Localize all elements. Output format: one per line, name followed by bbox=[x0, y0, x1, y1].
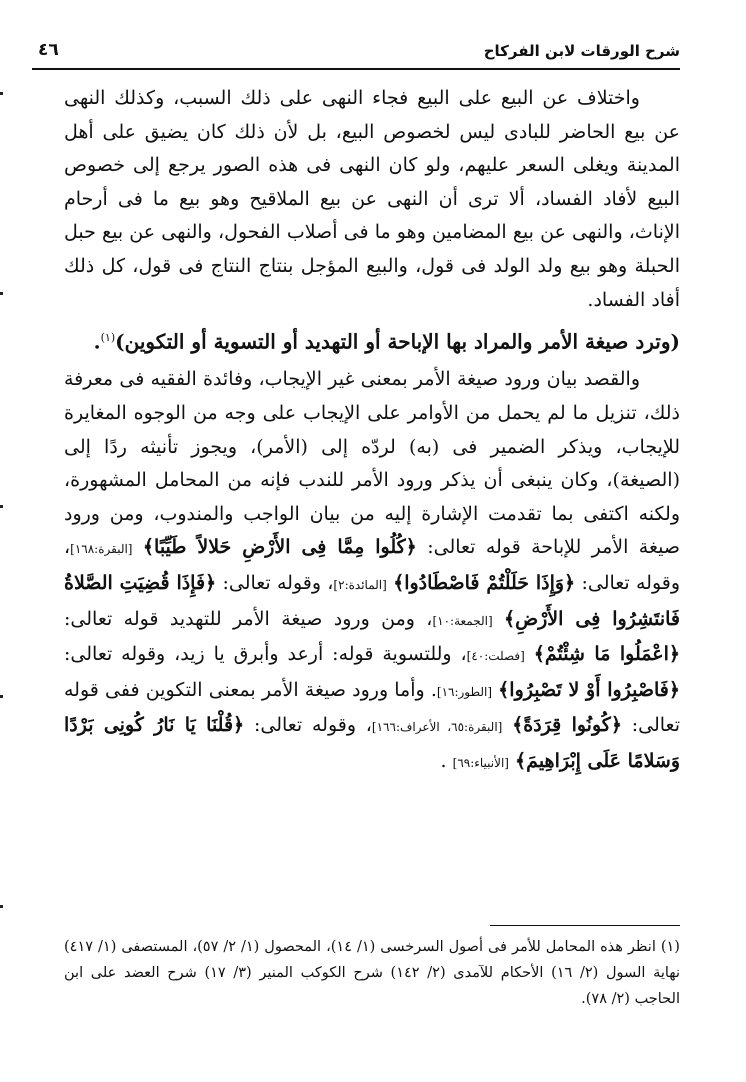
paragraph-2-connector-3: ، ومن ورود صيغة الأمر للتهديد قوله تعالى: bbox=[64, 607, 433, 630]
margin-mark bbox=[0, 292, 3, 295]
heading-end: . bbox=[93, 329, 101, 354]
quran-verse-7: ﴿قُلْنَا يَا نَارُ كُونِى بَرْدًا وَسَلامًا عَلَى إِبْرَاهِيمَ﴾ bbox=[64, 714, 680, 772]
quran-verse-2: ﴿وَإِذَا حَلَلْتُمْ فَاصْطَادُوا﴾ bbox=[393, 571, 576, 594]
paragraph-2 bbox=[64, 363, 680, 780]
running-title: شرح الورقات لابن الفركاح bbox=[483, 42, 680, 60]
footnotes bbox=[64, 934, 680, 1012]
paragraph-2-end: . bbox=[440, 749, 447, 772]
verse-reference-4: [فصلت:٤٠] bbox=[466, 649, 525, 664]
section-heading bbox=[64, 321, 680, 359]
page-number: ٤٦ bbox=[38, 40, 59, 60]
paragraph-2-text: والقصد بيان ورود صيغة الأمر بمعنى غير الإيجاب، وفائدة الفقيه فى معرفة ذلك، تنزيل ما لم يحمل من الأوامر على الإيجاب على وجه من الوجوه المغايرة للإيجاب، ويذكر الضمير فى (به) لردّه إلى (الأمر)، ويجوز تأنيثه ردًا إلى (الصيغة)، وكان ينبغى أن يذكر ورود الأمر للندب فإنه من المحامل المشهورة، ولكنه اكتفى بما تقدمت الإشارة إليه من بيان الواجب والمندوب، ومن ورود صيغة الأمر للإباحة قوله تعالى: bbox=[64, 368, 681, 559]
verse-reference-6: [البقرة:٦٥، الأعراف:١٦٦] bbox=[371, 720, 503, 735]
paragraph-2-connector-4: ، وللتسوية قوله: أرعد وأبرق يا زيد، وقوله تعالى: bbox=[64, 643, 467, 666]
quran-verse-1: ﴿كُلُوا مِمَّا فِى الأَرْضِ حَلالاً طَيِّبًا﴾ bbox=[142, 536, 417, 559]
footnote-marker[interactable]: (١) bbox=[100, 331, 116, 345]
paragraph-2-connector-5: . وأما ورود صيغة الأمر بمعنى التكوين ففى قوله تعالى: bbox=[64, 678, 680, 737]
footnote-divider bbox=[490, 925, 680, 926]
verse-reference-7: [الأنبياء:٦٩] bbox=[452, 755, 509, 770]
quran-verse-6: ﴿كُونُوا قِرَدَةً﴾ bbox=[512, 714, 622, 737]
margin-mark bbox=[0, 505, 3, 508]
paragraph-2-connector-1: ، وقوله تعالى: bbox=[64, 536, 681, 594]
quran-verse-3: ﴿فَإِذَا قُضِيَتِ الصَّلاةُ فَانتَشِرُوا فِى الأَرْضِ﴾ bbox=[64, 571, 681, 630]
verse-reference-1: [البقرة:١٦٨] bbox=[70, 542, 133, 557]
verse-reference-3: [الجمعة:١٠] bbox=[432, 613, 493, 628]
paragraph-1: واختلاف عن البيع على البيع فجاء النهى على ذلك السبب، وكذلك النهى عن بيع الحاضر للبادى ليس لخصوص البيع، بل لأن ذلك كان يضيق على أهل المدينة ويغلى السعر عليهم، ولو كان النهى فى هذه الصور يرجع إلى خصوص البيع لأفاد الفساد، ألا ترى أن النهى عن بيع الملاقيح وهو بيع ما فى أرحام الإناث، والنهى عن بيع المضامين وهو ما فى أصلاب الفحول، والنهى عن بيع حبل الحبلة وهو بيع ولد الولد فى قول، والبيع المؤجل بنتاج النتاج فى قول، كل ذلك أفاد الفساد. bbox=[64, 87, 680, 311]
margin-mark bbox=[0, 905, 3, 908]
quran-verse-4: ﴿اعْمَلُوا مَا شِئْتُمْ﴾ bbox=[533, 643, 680, 666]
verse-reference-2: [المائدة:٢] bbox=[333, 577, 387, 592]
paragraph-2-connector-6: ، وقوله تعالى: bbox=[253, 714, 372, 737]
verse-reference-5: [الطور:١٦] bbox=[436, 684, 493, 699]
page-header bbox=[32, 38, 680, 68]
header-divider bbox=[32, 68, 680, 70]
margin-mark bbox=[0, 695, 3, 698]
quran-verse-5: ﴿فَاصْبِرُوا أَوْ لا تَصْبِرُوا﴾ bbox=[498, 678, 680, 701]
main-text bbox=[64, 82, 680, 781]
footnote-1: (١) انظر هذه المحامل للأمر فى أصول السرخسى (١/ ١٤)، المحصول (١/ ٢/ ٥٧)، المستصفى (١/ ٤١٧) نهاية السول (٢/ ١٦) الأحكام للآمدى (٢/ ١٤٢) شرح الكوكب المنير (٣/ ١٧) شرح العضد على ابن الحاجب (٢/ ٧٨). bbox=[64, 939, 681, 1007]
paragraph-2-connector-2: ، وقوله تعالى: bbox=[222, 571, 334, 594]
heading-text: (وترد صيغة الأمر والمراد بها الإباحة أو التهديد أو التسوية أو التكوين) bbox=[115, 329, 680, 354]
margin-mark bbox=[0, 92, 3, 95]
